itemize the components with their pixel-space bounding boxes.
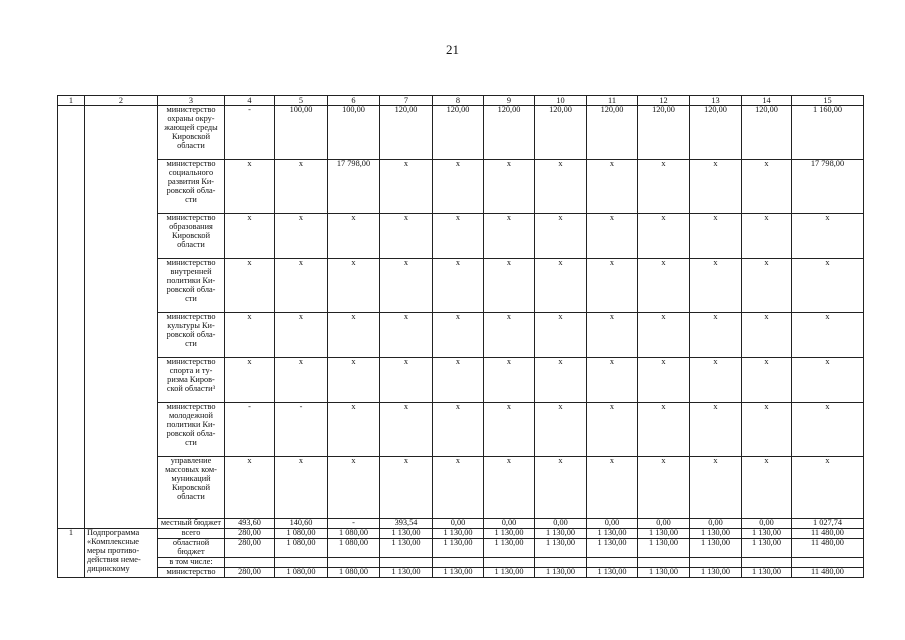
value-cell: 120,00 xyxy=(638,106,690,160)
value-cell: 1 130,00 xyxy=(690,529,742,539)
value-cell: 11 480,00 xyxy=(792,567,864,577)
value-cell: 1 130,00 xyxy=(742,529,792,539)
value-cell: x xyxy=(433,259,484,313)
value-cell: - xyxy=(225,403,275,457)
funding-source-label: управление массовых ком- муникаций Кировской области xyxy=(165,456,217,501)
value-cell: 1 130,00 xyxy=(433,567,484,577)
value-cell: x xyxy=(638,457,690,519)
value-cell: x xyxy=(742,457,792,519)
value-cell: 120,00 xyxy=(433,106,484,160)
value-cell: 100,00 xyxy=(275,106,328,160)
column-number-header: 15 xyxy=(792,96,864,106)
funding-source-cell xyxy=(158,457,225,519)
table-row xyxy=(58,259,864,313)
value-cell: x xyxy=(535,403,587,457)
value-cell: x xyxy=(638,358,690,403)
value-cell: x xyxy=(433,358,484,403)
value-cell: x xyxy=(638,403,690,457)
value-cell: 1 130,00 xyxy=(484,567,535,577)
value-cell: x xyxy=(638,313,690,358)
value-cell: x xyxy=(690,313,742,358)
value-cell: x xyxy=(328,403,380,457)
funding-source-label: министерство социального развития Ки- ровской обла- сти xyxy=(166,159,216,204)
funding-source-label: в том числе: xyxy=(169,557,213,566)
value-cell: x xyxy=(742,160,792,214)
value-cell: x xyxy=(225,313,275,358)
value-cell: 1 130,00 xyxy=(535,538,587,557)
funding-source-cell xyxy=(158,313,225,358)
funding-source-cell xyxy=(158,259,225,313)
funding-source-cell xyxy=(158,557,225,567)
value-cell: 120,00 xyxy=(742,106,792,160)
value-cell: x xyxy=(690,403,742,457)
value-cell: x xyxy=(792,214,864,259)
value-cell xyxy=(638,557,690,567)
value-cell xyxy=(535,557,587,567)
value-cell: x xyxy=(380,313,433,358)
value-cell: 17 798,00 xyxy=(792,160,864,214)
value-cell: 1 130,00 xyxy=(380,529,433,539)
value-cell: 1 130,00 xyxy=(587,529,638,539)
value-cell: x xyxy=(380,457,433,519)
value-cell: x xyxy=(328,358,380,403)
value-cell: x xyxy=(275,358,328,403)
value-cell: x xyxy=(328,457,380,519)
table-row xyxy=(58,313,864,358)
value-cell: 0,00 xyxy=(638,519,690,529)
subprogram-row xyxy=(58,538,864,557)
value-cell: 1 080,00 xyxy=(275,567,328,577)
value-cell: x xyxy=(380,259,433,313)
column-number-header: 9 xyxy=(484,96,535,106)
value-cell: x xyxy=(587,160,638,214)
funding-source-cell xyxy=(158,106,225,160)
value-cell: 1 130,00 xyxy=(638,529,690,539)
table-row xyxy=(58,106,864,160)
value-cell: x xyxy=(433,160,484,214)
value-cell: x xyxy=(275,214,328,259)
subprogram-number: 1 xyxy=(58,529,85,578)
value-cell: - xyxy=(225,106,275,160)
column-number-header: 2 xyxy=(85,96,158,106)
value-cell: 1 130,00 xyxy=(690,538,742,557)
value-cell: x xyxy=(638,214,690,259)
value-cell: x xyxy=(690,214,742,259)
value-cell: 280,00 xyxy=(225,538,275,557)
funding-source-label: местный бюджет xyxy=(160,518,222,527)
funding-source-label: министерство xyxy=(166,567,216,576)
value-cell: x xyxy=(328,313,380,358)
value-cell: 1 130,00 xyxy=(484,538,535,557)
value-cell: 393,54 xyxy=(380,519,433,529)
value-cell xyxy=(275,557,328,567)
value-cell: 0,00 xyxy=(742,519,792,529)
column-number-header: 1 xyxy=(58,96,85,106)
value-cell: x xyxy=(638,160,690,214)
value-cell: 1 080,00 xyxy=(328,567,380,577)
value-cell: 1 080,00 xyxy=(328,538,380,557)
value-cell: - xyxy=(275,403,328,457)
value-cell: 0,00 xyxy=(433,519,484,529)
column-number-header: 3 xyxy=(158,96,225,106)
value-cell: x xyxy=(587,403,638,457)
value-cell: x xyxy=(792,457,864,519)
value-cell: x xyxy=(690,358,742,403)
subprogram-name: Подпрограмма «Комплексные меры противо- действия неме- дицинскому xyxy=(87,528,141,573)
value-cell: x xyxy=(742,403,792,457)
value-cell: x xyxy=(380,403,433,457)
table-row xyxy=(58,358,864,403)
funding-source-label: министерство охраны окру- жающей среды Кировской области xyxy=(164,105,218,150)
table-row xyxy=(58,214,864,259)
value-cell: 1 080,00 xyxy=(275,529,328,539)
funding-source-cell xyxy=(158,567,225,577)
value-cell xyxy=(690,557,742,567)
funding-source-cell xyxy=(158,519,225,529)
value-cell: 140,60 xyxy=(275,519,328,529)
value-cell: x xyxy=(328,214,380,259)
value-cell: 1 130,00 xyxy=(742,538,792,557)
funding-source-cell xyxy=(158,529,225,539)
funding-source-label: министерство молодежной политики Ки- ровской обла- сти xyxy=(166,402,216,447)
value-cell: x xyxy=(484,259,535,313)
value-cell: 120,00 xyxy=(380,106,433,160)
value-cell: x xyxy=(690,259,742,313)
value-cell: 120,00 xyxy=(535,106,587,160)
value-cell: 280,00 xyxy=(225,529,275,539)
page-number: 21 xyxy=(446,42,459,57)
value-cell: 120,00 xyxy=(690,106,742,160)
column-number-header: 14 xyxy=(742,96,792,106)
value-cell: x xyxy=(535,160,587,214)
value-cell xyxy=(380,557,433,567)
column-number-header: 13 xyxy=(690,96,742,106)
value-cell: x xyxy=(792,259,864,313)
column-number-header: 5 xyxy=(275,96,328,106)
value-cell: x xyxy=(690,160,742,214)
value-cell: x xyxy=(328,259,380,313)
column-number-header: 11 xyxy=(587,96,638,106)
value-cell xyxy=(484,557,535,567)
column-number-header: 6 xyxy=(328,96,380,106)
value-cell: x xyxy=(275,457,328,519)
table-row xyxy=(58,403,864,457)
column-number-header: 12 xyxy=(638,96,690,106)
value-cell: x xyxy=(535,457,587,519)
value-cell: x xyxy=(742,214,792,259)
funding-source-label: министерство спорта и ту- ризма Киров- ской области³ xyxy=(166,357,216,393)
funding-source-cell xyxy=(158,214,225,259)
value-cell: 1 130,00 xyxy=(638,538,690,557)
value-cell: x xyxy=(792,403,864,457)
value-cell: x xyxy=(484,313,535,358)
value-cell: x xyxy=(742,313,792,358)
value-cell: 17 798,00 xyxy=(328,160,380,214)
value-cell: x xyxy=(484,403,535,457)
column-number-header: 8 xyxy=(433,96,484,106)
empty-cell xyxy=(58,106,85,529)
value-cell xyxy=(225,557,275,567)
value-cell: 0,00 xyxy=(587,519,638,529)
table-row xyxy=(58,519,864,529)
value-cell: x xyxy=(225,160,275,214)
value-cell: x xyxy=(587,259,638,313)
value-cell xyxy=(328,557,380,567)
value-cell: 120,00 xyxy=(484,106,535,160)
funding-source-label: всего xyxy=(181,528,201,537)
value-cell: 1 080,00 xyxy=(328,529,380,539)
value-cell: 280,00 xyxy=(225,567,275,577)
value-cell xyxy=(742,557,792,567)
value-cell: x xyxy=(484,358,535,403)
table-row xyxy=(58,457,864,519)
value-cell: x xyxy=(535,358,587,403)
value-cell: x xyxy=(690,457,742,519)
value-cell: 1 130,00 xyxy=(587,538,638,557)
value-cell: x xyxy=(792,313,864,358)
column-number-header: 10 xyxy=(535,96,587,106)
value-cell: x xyxy=(484,160,535,214)
value-cell: 1 027,74 xyxy=(792,519,864,529)
value-cell xyxy=(792,557,864,567)
value-cell: x xyxy=(433,457,484,519)
value-cell: 1 130,00 xyxy=(484,529,535,539)
value-cell: x xyxy=(484,214,535,259)
table-row xyxy=(58,160,864,214)
value-cell: x xyxy=(535,313,587,358)
value-cell: 1 130,00 xyxy=(380,538,433,557)
value-cell: 1 130,00 xyxy=(433,538,484,557)
column-number-header: 4 xyxy=(225,96,275,106)
value-cell: 120,00 xyxy=(587,106,638,160)
value-cell: 493,60 xyxy=(225,519,275,529)
funding-source-cell xyxy=(158,358,225,403)
value-cell: 1 130,00 xyxy=(638,567,690,577)
value-cell: x xyxy=(792,358,864,403)
value-cell: x xyxy=(638,259,690,313)
value-cell: x xyxy=(225,259,275,313)
value-cell: 1 160,00 xyxy=(792,106,864,160)
value-cell: x xyxy=(587,457,638,519)
value-cell: x xyxy=(380,358,433,403)
value-cell xyxy=(587,557,638,567)
value-cell: x xyxy=(742,259,792,313)
value-cell: x xyxy=(275,259,328,313)
value-cell: 1 130,00 xyxy=(433,529,484,539)
value-cell: 11 480,00 xyxy=(792,538,864,557)
value-cell: 0,00 xyxy=(484,519,535,529)
value-cell: x xyxy=(225,457,275,519)
empty-cell xyxy=(85,106,158,529)
value-cell: 1 130,00 xyxy=(742,567,792,577)
value-cell: x xyxy=(380,160,433,214)
value-cell: x xyxy=(380,214,433,259)
funding-source-label: министерство внутренней политики Ки- ровской обла- сти xyxy=(166,258,216,303)
value-cell: x xyxy=(225,214,275,259)
value-cell: x xyxy=(535,214,587,259)
value-cell: 1 130,00 xyxy=(535,529,587,539)
funding-source-label: министерство культуры Ки- ровской обла- сти xyxy=(166,312,216,348)
funding-table xyxy=(57,95,864,578)
value-cell: 1 130,00 xyxy=(690,567,742,577)
value-cell: 11 480,00 xyxy=(792,529,864,539)
value-cell: x xyxy=(587,313,638,358)
value-cell: x xyxy=(433,403,484,457)
value-cell: x xyxy=(742,358,792,403)
value-cell: x xyxy=(275,313,328,358)
value-cell: - xyxy=(328,519,380,529)
column-number-header: 7 xyxy=(380,96,433,106)
value-cell: 1 080,00 xyxy=(275,538,328,557)
value-cell: 0,00 xyxy=(690,519,742,529)
value-cell: x xyxy=(433,313,484,358)
subprogram-name-cell xyxy=(85,529,158,578)
funding-source-cell xyxy=(158,160,225,214)
value-cell: x xyxy=(484,457,535,519)
column-number-header-row xyxy=(58,96,864,106)
subprogram-row xyxy=(58,567,864,577)
value-cell: x xyxy=(587,358,638,403)
value-cell: 0,00 xyxy=(535,519,587,529)
funding-source-label: министерство образования Кировской области xyxy=(166,213,216,249)
value-cell: 1 130,00 xyxy=(587,567,638,577)
subprogram-row xyxy=(58,529,864,539)
value-cell: x xyxy=(535,259,587,313)
funding-source-label: областной бюджет xyxy=(172,538,210,556)
value-cell: x xyxy=(225,358,275,403)
funding-source-cell xyxy=(158,403,225,457)
value-cell: 1 130,00 xyxy=(535,567,587,577)
value-cell: 100,00 xyxy=(328,106,380,160)
value-cell: 1 130,00 xyxy=(380,567,433,577)
value-cell: x xyxy=(433,214,484,259)
subprogram-row xyxy=(58,557,864,567)
value-cell: x xyxy=(587,214,638,259)
funding-source-cell xyxy=(158,538,225,557)
value-cell: x xyxy=(275,160,328,214)
value-cell xyxy=(433,557,484,567)
